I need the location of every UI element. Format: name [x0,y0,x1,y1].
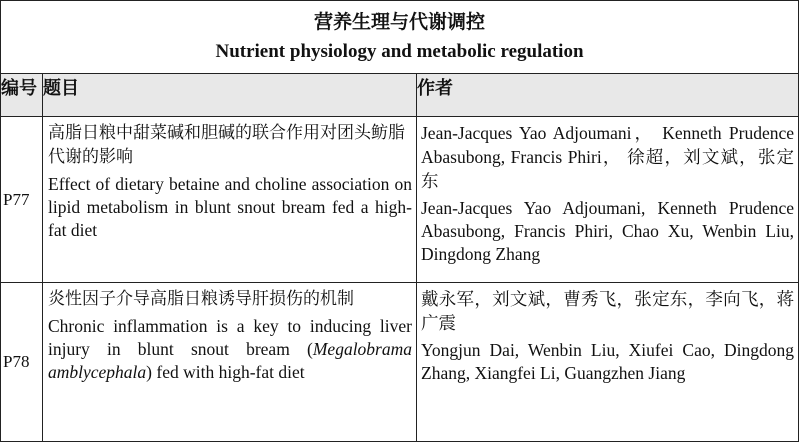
authors-cell [417,283,799,442]
title-row [1,1,799,74]
section-title-zh: 营养生理与代谢调控 [314,11,486,33]
column-header-row [1,74,799,117]
topic-title-en-part2: ) fed with high-fat diet [146,362,305,382]
section-title-en: Nutrient physiology and metabolic regulation [215,41,584,62]
topic-title-en-part1: Chronic inflammation is a key to inducing liver injury in blunt snout bream ( [48,316,412,359]
authors-en: Jean-Jacques Yao Adjoumani, Kenneth Prudence Abasubong, Francis Phiri, Chao Xu, Wenbin Liu, Dingdong Zhang [421,198,795,264]
column-header-number: 编号 [1,74,43,117]
authors-zh: Jean-Jacques Yao Adjoumani， Kenneth Prudence Abasubong, Francis Phiri， 徐超，刘文斌，张定东 [421,123,795,191]
row-number-text: P78 [3,352,30,371]
title-cell [1,1,799,74]
column-header-topic: 题目 [43,74,417,117]
topic-title-zh: 高脂日粮中甜菜碱和胆碱的联合作用对团头鲂脂代谢的影响 [48,123,405,167]
topic-cell [43,117,417,283]
topic-title-zh: 炎性因子介导高脂日粮诱导肝损伤的机制 [48,289,354,309]
row-number-text: P77 [3,189,30,209]
authors-cell [417,117,799,283]
topic-title-en: Effect of dietary betaine and choline association on lipid metabolism in blunt snout bream fed a high-fat diet [48,174,412,240]
authors-en: Yongjun Dai, Wenbin Liu, Xiufei Cao, Dingdong Zhang, Xiangfei Li, Guangzhen Jiang [421,340,795,383]
species-name-italic: Megalobrama amblycephala [48,339,412,382]
topic-cell [43,283,417,442]
authors-zh: 戴永军，刘文斌，曹秀飞，张定东，李向飞，蒋广震 [421,289,795,333]
topic-title-en [48,315,412,384]
table-row [1,117,799,283]
row-number [1,117,43,283]
column-header-authors: 作者 [417,74,799,117]
row-number [1,283,43,442]
table-row [1,283,799,442]
